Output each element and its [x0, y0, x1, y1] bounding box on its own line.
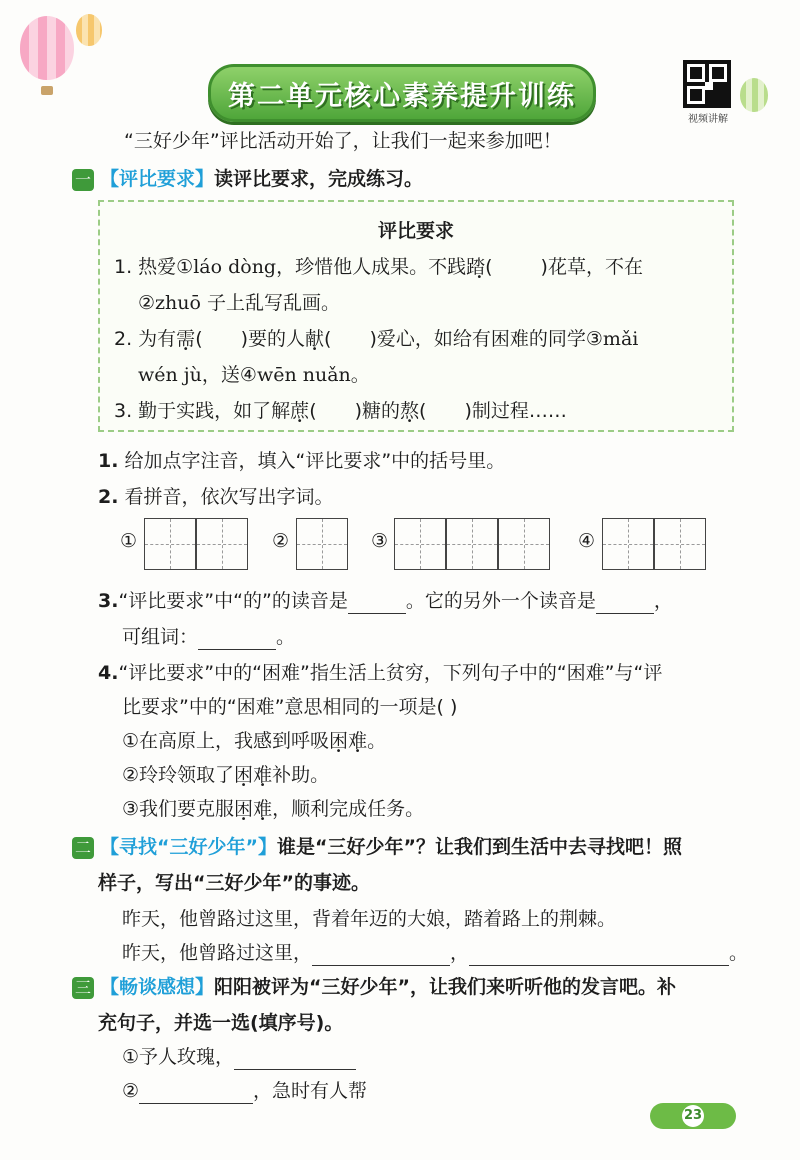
page-title: 第二单元核心素养提升训练 [228, 80, 576, 112]
grid-label-1: ① [120, 530, 138, 552]
section1-heading [72, 166, 423, 192]
grid-label-3: ③ [371, 530, 389, 552]
writing-cell[interactable] [446, 518, 498, 570]
requirement-line-4: wén jù，送④wēn nuǎn。 [138, 364, 370, 386]
section2-prompt: 昨天，他曾路过这里， ， 。 [122, 942, 749, 964]
pinyin-laodong: láo dòng [193, 256, 277, 278]
unit-title-banner [208, 64, 596, 122]
answer-blank[interactable] [469, 965, 729, 966]
requirement-line-2: ②zhuō 子上乱写乱画。 [138, 292, 341, 314]
answer-blank[interactable] [348, 613, 406, 614]
section1-number: 一 [72, 169, 94, 191]
question-3: 3.“评比要求”中“的”的读音是 。它的另外一个读音是 ， [98, 590, 673, 612]
section3-item-2: ② ，急时有人帮 [122, 1080, 368, 1102]
requirement-line-5: 3. 勤于实践，如了解蔗( )糖的熬( )制过程…… [114, 400, 567, 422]
question-4: 4.“评比要求”中的“困难”指生活上贫穷，下列句子中的“困难”与“评 [98, 662, 663, 684]
dotted-char-zhe: 蔗 [290, 400, 310, 422]
answer-blank[interactable] [198, 649, 276, 650]
writing-cell[interactable] [654, 518, 706, 570]
qr-caption: 视频讲解 [688, 114, 728, 125]
section3-item-1: ①予人玫瑰， [122, 1044, 356, 1070]
writing-cell[interactable] [144, 518, 196, 570]
grid-label-4: ④ [578, 530, 596, 552]
section3-tag: 【畅谈感想】 [100, 976, 215, 998]
answer-blank[interactable] [596, 613, 654, 614]
section2-instruction-cont: 样子，写出“三好少年”的事迹。 [98, 872, 370, 894]
section3-number: 三 [72, 977, 94, 999]
green-balloon-icon [740, 78, 768, 112]
pink-balloon-icon [20, 16, 74, 80]
requirements-box [98, 200, 734, 432]
q4-option-2[interactable]: ②玲玲领取了困难补助。 [122, 764, 330, 786]
dotted-char-ta: 踏( • [466, 256, 492, 278]
writing-cell[interactable] [394, 518, 446, 570]
grid-label-2: ② [272, 530, 290, 552]
pinyin-zhuo: zhuō [155, 292, 201, 314]
section2-tag: 【寻找“三好少年”】 [100, 836, 277, 858]
page-number: 23 [682, 1105, 704, 1127]
answer-blank[interactable] [234, 1069, 356, 1070]
dotted-char-xu: 需 [176, 328, 196, 350]
question-1: 1. 给加点字注音，填入“评比要求”中的括号里。 [98, 450, 506, 472]
answer-blank[interactable] [312, 965, 450, 966]
qr-code-icon[interactable] [683, 60, 731, 108]
pinyin-wennuan: wēn nuǎn [256, 364, 351, 386]
requirements-title: 评比要求 [377, 220, 454, 242]
balloon-basket-icon [41, 86, 53, 95]
section2-heading: 二 【寻找“三好少年”】谁是“三好少年”？让我们到生活中去寻找吧！照 [72, 834, 682, 860]
pinyin-mai: mǎi [602, 328, 639, 350]
section2-example: 昨天，他曾路过这里，背着年迈的大娘，踏着路上的荆棘。 [122, 908, 617, 930]
dotted-char-ao: 熬 [400, 400, 420, 422]
answer-blank[interactable] [139, 1103, 253, 1104]
section2-number: 二 [72, 837, 94, 859]
writing-cell[interactable] [498, 518, 550, 570]
question-2: 2. 看拼音，依次写出字词。 [98, 486, 334, 508]
section1-instruction: 读评比要求，完成练习。 [214, 168, 424, 190]
writing-cell[interactable] [296, 518, 348, 570]
section3-heading: 三 【畅谈感想】阳阳被评为“三好少年”，让我们来听听他的发言吧。补 [72, 974, 676, 1000]
q4-option-1[interactable]: ①在高原上，我感到呼吸困难。 [122, 730, 387, 752]
page-number-badge [650, 1103, 736, 1129]
question-4-cont: 比要求”中的“困难”意思相同的一项是( ) [122, 696, 458, 718]
pinyin-wenju: wén jù [138, 364, 202, 386]
section3-instruction-cont: 充句子，并选一选(填序号)。 [98, 1012, 344, 1034]
writing-cell[interactable] [602, 518, 654, 570]
yellow-balloon-icon [76, 14, 102, 46]
requirement-line-3: 2. 为有需( )要的人献( )爱心，如给有困难的同学③mǎi [114, 328, 639, 350]
section1-tag: 【评比要求】 [100, 168, 215, 190]
q4-option-3[interactable]: ③我们要克服困难，顺利完成任务。 [122, 798, 425, 820]
writing-cell[interactable] [196, 518, 248, 570]
requirement-line-1: 1. 热爱①láo dòng，珍惜他人成果。不践踏( • )花草，不在 [114, 254, 643, 280]
dotted-char-xian: 献 [305, 328, 325, 350]
intro-text: “三好少年”评比活动开始了，让我们一起来参加吧！ [124, 130, 562, 152]
question-3-cont: 可组词： 。 [122, 626, 296, 648]
